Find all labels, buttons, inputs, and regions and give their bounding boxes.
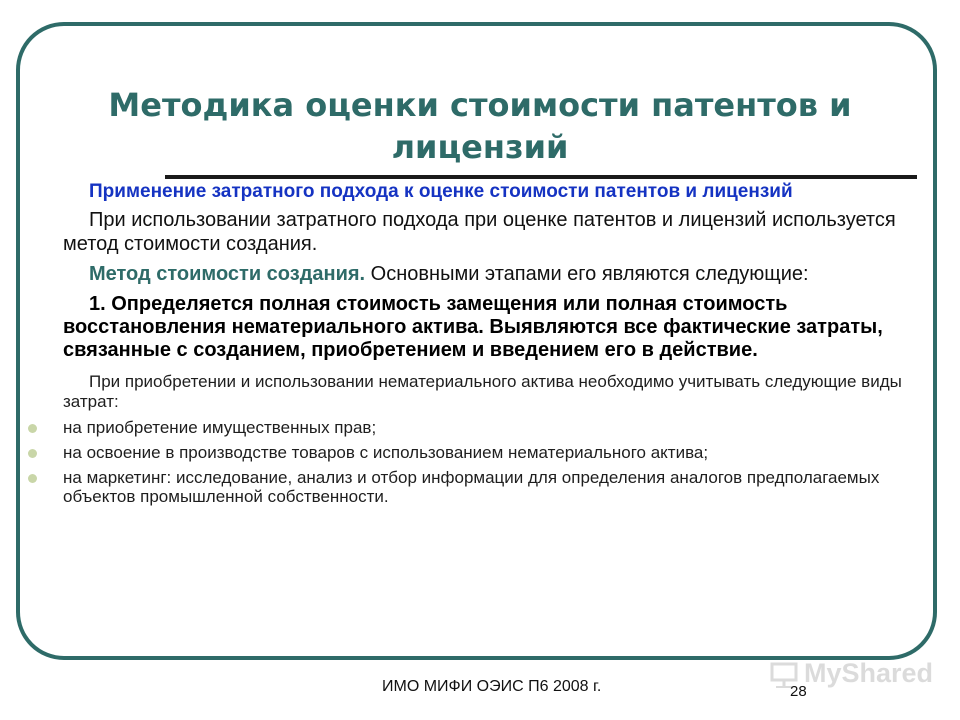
list-item-text: на приобретение имущественных прав; [63, 418, 377, 437]
watermark-text: MyShared [804, 658, 934, 688]
method-label: Метод стоимости создания. [89, 263, 366, 285]
bullet-icon [28, 449, 37, 458]
footer-text: ИМО МИФИ ОЭИС П6 2008 г. [382, 678, 602, 695]
list-item [63, 443, 929, 462]
slide-body [63, 181, 929, 512]
bullet-icon [28, 424, 37, 433]
list-item-text: на маркетинг: исследование, анализ и отбор информации для определения аналогов предполагаемых объектов промышленной собственности. [63, 468, 880, 506]
subheading: Применение затратного подхода к оценке стоимости патентов и лицензий [89, 181, 793, 202]
bullet-icon [28, 474, 37, 483]
list-item [63, 418, 929, 437]
method-paragraph [63, 262, 929, 286]
intro-paragraph: При использовании затратного подхода при оценке патентов и лицензий используется метод стоимости создания. [63, 209, 896, 255]
cost-list [63, 418, 929, 506]
costs-intro-paragraph: При приобретении и использовании нематериального актива необходимо учитывать следующие виды затрат: [63, 372, 902, 411]
method-text: Основными этапами его являются следующие: [365, 263, 809, 285]
page-number: 28 [790, 683, 807, 700]
list-item [63, 468, 929, 506]
list-item-text: на освоение в производстве товаров с использованием нематериального актива; [63, 443, 709, 462]
step-1-paragraph: 1. Определяется полная стоимость замещения или полная стоимость восстановления нематериального актива. Выявляются все фактические затраты, связанные с созданием, приобретением и введением его в действие. [63, 293, 883, 361]
slide-title: Методика оценки стоимости патентов и лицензий [108, 86, 852, 166]
title-underline [165, 175, 917, 179]
